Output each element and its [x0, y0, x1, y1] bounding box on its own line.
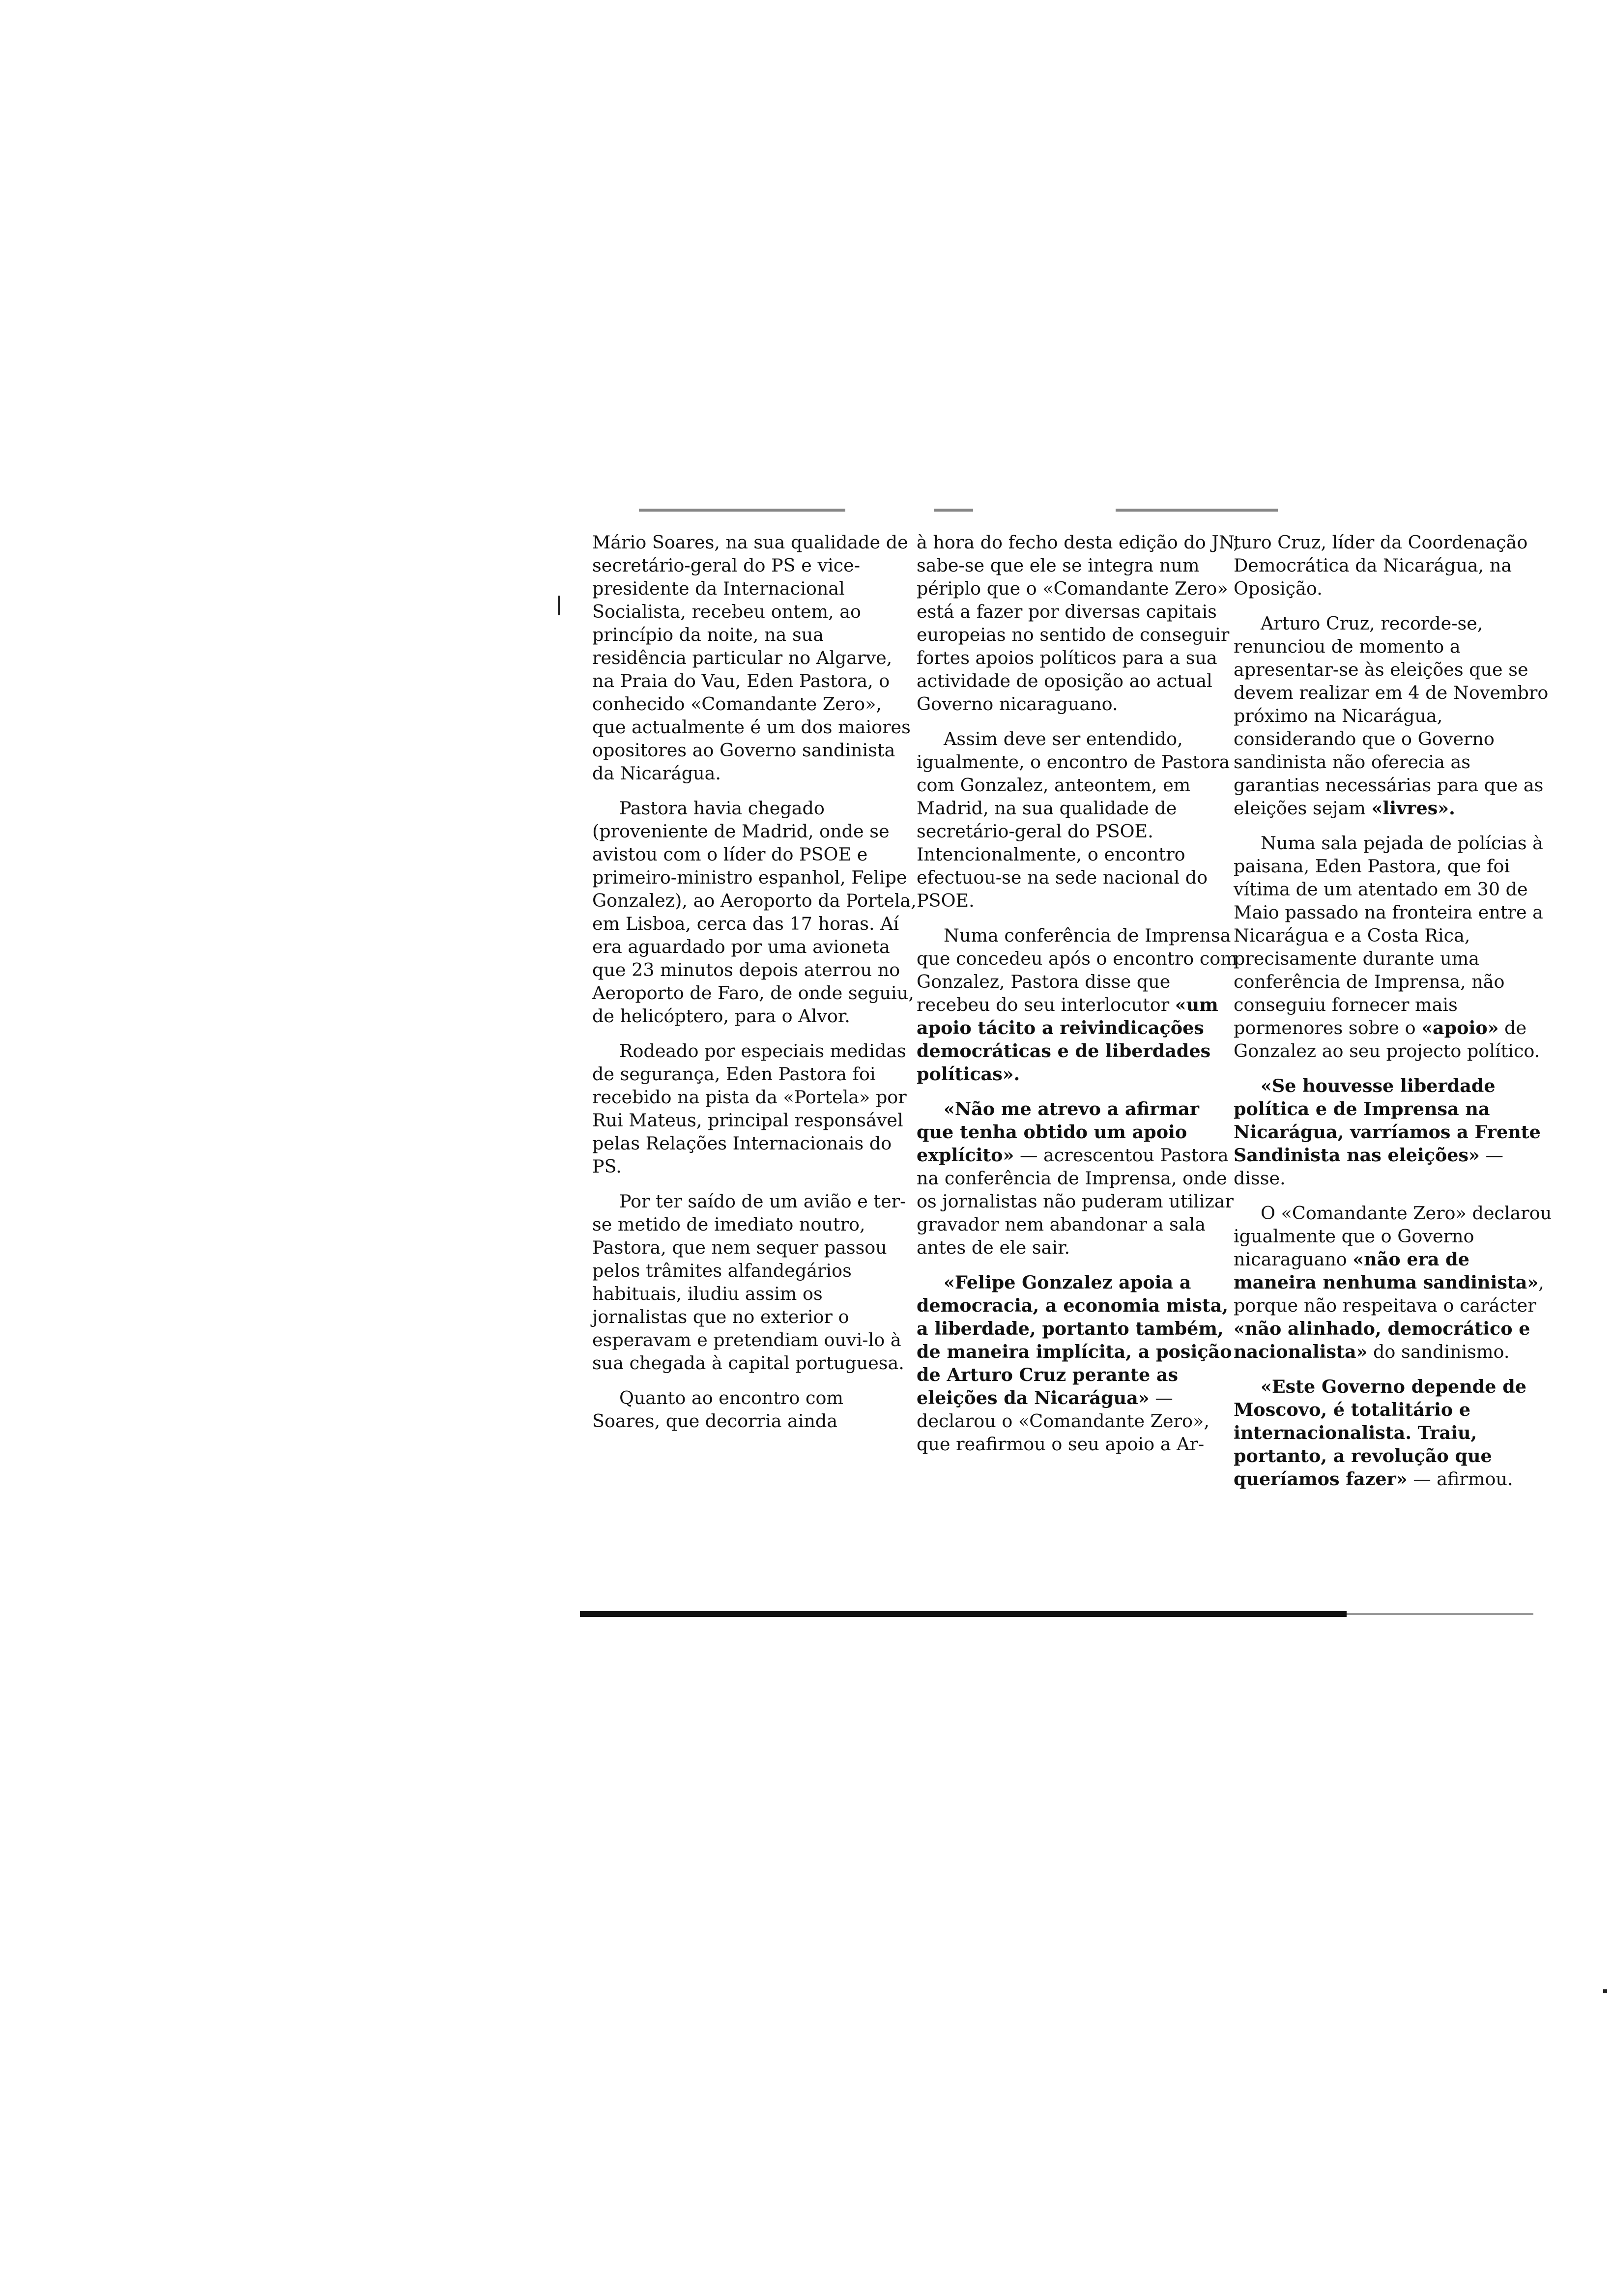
top-edge-noise	[1116, 509, 1278, 512]
text-run: Arturo Cruz, recorde-se, renunciou de momento a apresentar-se às eleições que se devem realizar em 4 de Novembro próximo na Nicarágua, considerando que o Governo sandinista não oferecia as garantias necessárias para que as eleições sejam	[1234, 613, 1549, 819]
text-run: — afirmou.	[1407, 1468, 1513, 1490]
quote: «um apoio tácito a reivindicações democráticas e de liberdades políticas».	[917, 994, 1218, 1085]
quote: «apoio»	[1421, 1017, 1499, 1038]
bottom-rule-tail	[1347, 1613, 1533, 1615]
top-edge-noise	[639, 509, 845, 512]
scan-speck	[558, 596, 560, 615]
text-run: , porque não respeitava o carácter	[1234, 1272, 1544, 1316]
text-run: — declarou o «Comandante Zero», que reafirmou o seu apoio a Ar-	[917, 1387, 1209, 1455]
paragraph	[1234, 1074, 1558, 1190]
text-run: O «Comandante Zero» declarou igualmente que o Governo nicaraguano	[1234, 1203, 1552, 1270]
quote: «livres».	[1371, 798, 1455, 819]
text-run: de Gonzalez ao seu projecto político.	[1234, 1017, 1540, 1062]
text-run: — disse.	[1234, 1145, 1503, 1189]
paragraph	[917, 1271, 1241, 1456]
paragraph: Por ter saído de um avião e ter-se metido de imediato noutro, Pastora, que nem sequer passou pelos trâmites alfandegários habituais, iludiu assim os jornalistas que no exterior o esperavam e pretendiam ouvi-lo à sua chegada à capital portuguesa.	[592, 1191, 906, 1374]
paragraph: Pastora havia chegado (proveniente de Madrid, onde se avistou com o líder do PSOE e primeiro-ministro espanhol, Felipe Gonzalez), ao Aeroporto da Portela, em Lisboa, cerca das 17 horas. Aí era aguardado por uma avioneta que 23 minutos depois aterrou no Aeroporto de Faro, de onde seguiu, de helicóptero, para o Alvor.	[592, 798, 917, 1027]
paragraph	[1234, 1375, 1558, 1491]
text-run: do sandinismo.	[1367, 1341, 1510, 1362]
paragraph	[1234, 1202, 1558, 1363]
quote: «Este Governo depende de Moscovo, é totalitário e internacionalista. Traiu, portanto, a revolução que queríamos fazer»	[1234, 1376, 1526, 1490]
quote: «não alinhado, democrático e nacionalista»	[1234, 1318, 1530, 1362]
paragraph	[1234, 832, 1558, 1062]
article-column-2	[917, 531, 1241, 1467]
paragraph	[917, 924, 1241, 1086]
text-run: — acrescentou Pastora na conferência de Imprensa, onde os jornalistas não puderam utilizar gravador nem abandonar a sala antes de ele sair.	[917, 1145, 1234, 1258]
paragraph: Mário Soares, na sua qualidade de secretário-geral do PS e vice-presidente da Internacional Socialista, recebeu ontem, ao princípio da noite, na sua residência particular no Algarve, na Praia do Vau, Eden Pastora, o conhecido «Comandante Zero», que actualmente é um dos maiores opositores ao Governo sandinista da Nicarágua.	[592, 532, 911, 784]
bottom-rule	[580, 1611, 1347, 1617]
article-column-1	[592, 531, 917, 1444]
article-column-3	[1234, 531, 1558, 1502]
paragraph: turo Cruz, líder da Coordenação Democrática da Nicarágua, na Oposição.	[1234, 532, 1528, 599]
quote: «Se houvesse liberdade política e de Imprensa na Nicarágua, varríamos a Frente Sandinista nas eleições»	[1234, 1075, 1541, 1166]
text-run: Numa sala pejada de polícias à paisana, Eden Pastora, que foi vítima de um atentado em 30 de Maio passado na fronteira entre a Nicarágua e a Costa Rica, precisamente durante uma conferência de Imprensa, não conseguiu fornecer mais pormenores sobre o	[1234, 832, 1543, 1038]
paragraph: Quanto ao encontro com Soares, que decorria ainda	[592, 1387, 844, 1432]
top-edge-noise	[934, 509, 973, 512]
paragraph	[917, 1097, 1241, 1259]
quote: «Felipe Gonzalez apoia a democracia, a economia mista, a liberdade, portanto também, de maneira implícita, a posição de Arturo Cruz perante as eleições da Nicarágua»	[917, 1272, 1232, 1408]
text-run: Numa conferência de Imprensa que concedeu após o encontro com Gonzalez, Pastora disse que recebeu do seu interlocutor	[917, 925, 1238, 1015]
paragraph	[1234, 612, 1558, 820]
quote: «não era de maneira nenhuma sandinista»	[1234, 1249, 1539, 1293]
quote: «Não me atrevo a afirmar que tenha obtido um apoio explícito»	[917, 1098, 1199, 1166]
paragraph: Assim deve ser entendido, igualmente, o encontro de Pastora com Gonzalez, anteontem, em Madrid, na sua qualidade de secretário-geral do PSOE. Intencionalmente, o encontro efectuou-se na sede nacional do PSOE.	[917, 728, 1230, 911]
paragraph: Rodeado por especiais medidas de segurança, Eden Pastora foi recebido na pista da «Portela» por Rui Mateus, principal responsável pelas Relações Internacionais do PS.	[592, 1040, 907, 1177]
scan-speck	[1603, 1989, 1607, 1993]
paragraph: à hora do fecho desta edição do JN, sabe-se que ele se integra num périplo que o «Comandante Zero» está a fazer por diversas capitais europeias no sentido de conseguir fortes apoios políticos para a sua actividade de oposição ao actual Governo nicaraguano.	[917, 532, 1239, 715]
